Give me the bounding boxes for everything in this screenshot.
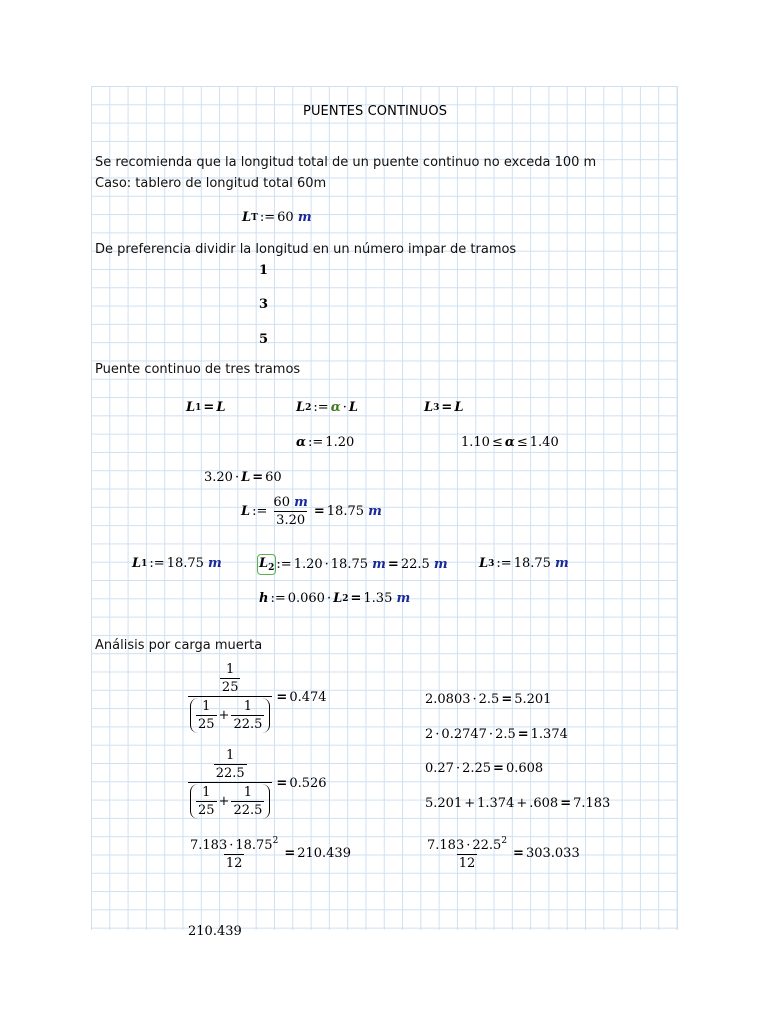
calc-line-1[interactable]: 2.0803 · 2.5 = 5.201 [425,692,552,707]
three-spans-heading: Puente continuo de tres tramos [95,362,301,377]
cut-off-expression: 210.439 [188,924,242,939]
intro-line-2: Caso: tablero de longitud total 60m [95,176,327,191]
moment-1[interactable]: $\frac{7.183 \cdot 18.75^2}{12}$ = 210.439 [190,836,351,871]
l3-equals-l[interactable]: L 3 = L [424,400,464,415]
lt-definition[interactable]: L T := 60 m [242,210,312,225]
moment-2[interactable]: $\frac{7.183 \cdot 22.5^2}{12}$ = 303.033 [427,836,580,871]
alpha-definition[interactable]: α := 1.20 [296,435,355,450]
odd-option-3: 3 [259,297,269,312]
l3-value[interactable]: L 3 := 18.75 m [479,556,569,571]
worksheet [91,86,678,939]
distribution-factor-1[interactable]: $\frac{1}{25}$ $\frac{1}{25}$ + $\frac{1}{22.5}$ = 0.474 [186,662,327,733]
l1-equals-l[interactable]: L 1 = L [186,400,226,415]
l1-value[interactable]: L 1 := 18.75 m [132,556,222,571]
odd-option-5: 5 [259,332,269,347]
calc-line-4[interactable]: 5.201 + 1.374 + .608 = 7.183 [425,796,611,811]
l2-alpha-l[interactable]: L 2 := α · L [296,400,358,415]
odd-option-1: 1 [259,263,269,278]
distribution-factor-2[interactable]: $\frac{1}{22.5}$ $\frac{1}{25}$ + $\frac{1}{22.5}$ = 0.526 [186,748,327,819]
page-title: PUENTES CONTINUOS [303,104,448,119]
intro-line-1: Se recomienda que la longitud total de un puente continuo no exceda 100 m [95,155,597,170]
calc-line-2[interactable]: 2 · 0.2747 · 2.5 = 1.374 [425,727,568,742]
l2-value[interactable]: $L_2$ := 1.20 · 18.75 m = 22.5 m [259,556,448,573]
intro-line-3: De preferencia dividir la longitud en un número impar de tramos [95,242,517,257]
dead-load-heading: Análisis por carga muerta [95,638,263,653]
l2-selected-variable[interactable]: $L_2$ [259,556,275,573]
length-equation[interactable]: 3.20 · L = 60 [204,470,282,485]
alpha-range[interactable]: 1.10 ≤ α ≤ 1.40 [461,435,559,450]
calc-line-3[interactable]: 0.27 · 2.25 = 0.608 [425,761,544,776]
l-solution[interactable]: L := $\frac{60 m}{3.20}$ = 18.75 m [241,495,382,528]
h-definition[interactable]: h := 0.060 · L 2 = 1.35 m [259,591,411,606]
